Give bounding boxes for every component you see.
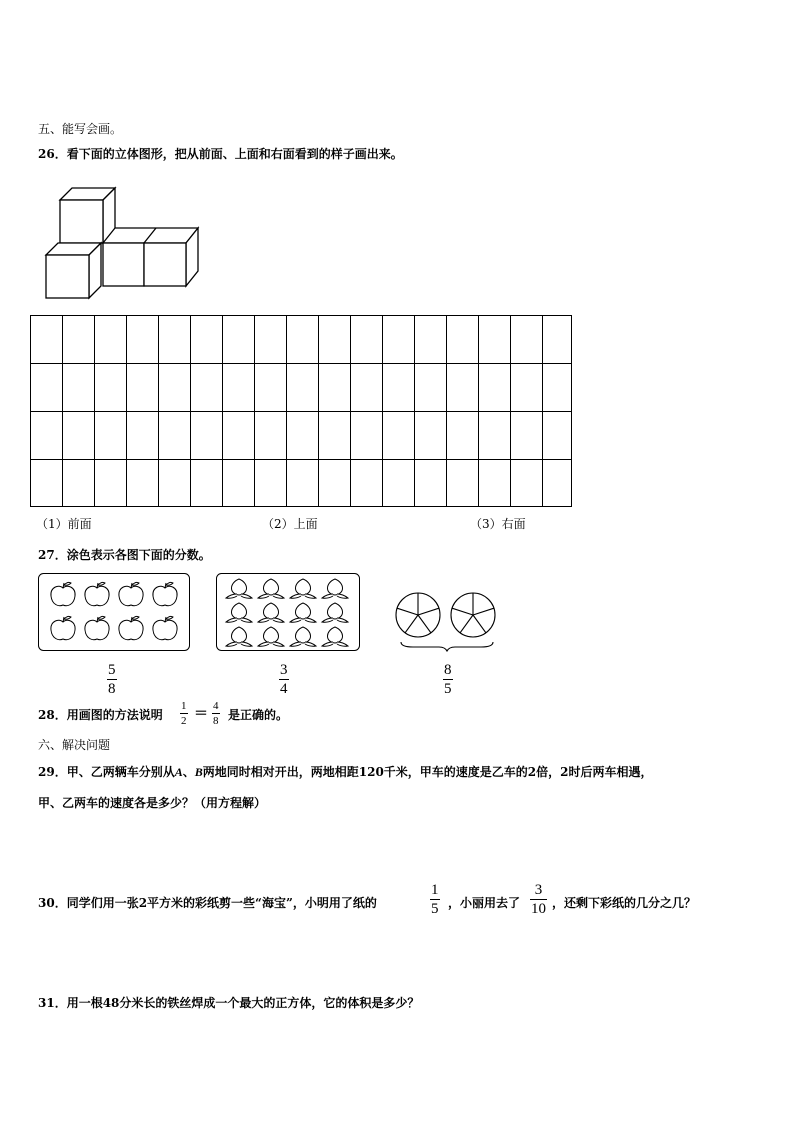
question-29-line-2: 甲、乙两车的速度各是多少？（用方程解） <box>38 796 267 810</box>
fraction-4-8: 4 8 <box>213 700 219 727</box>
point-b: B <box>194 765 203 779</box>
question-29-line-1: 29．甲、乙两辆车分别从A、B两地同时相对开出，两地相距120千米，甲车的速度是乙车的2倍，2时后两车相遇， <box>38 765 653 779</box>
question-27-text: 27．涂色表示各图下面的分数。 <box>38 548 211 562</box>
apple-box <box>38 573 190 651</box>
drawing-grid[interactable] <box>30 315 572 507</box>
point-a: A <box>174 765 183 779</box>
cube-figure <box>40 183 210 303</box>
question-30-end: ，还剩下彩纸的几分之几？ <box>552 896 697 910</box>
fraction-3-10: 3 10 <box>531 882 546 917</box>
question-28-suffix: 是正确的。 <box>228 708 289 722</box>
section-6-title: 六、解决问题 <box>38 738 111 752</box>
section-5-title: 五、能写会画。 <box>38 122 123 136</box>
circle-group <box>393 590 505 652</box>
question-28-text: 28．用画图的方法说明 <box>38 708 163 722</box>
label-front: （1）前面 <box>36 517 92 531</box>
fraction-1-2: 1 2 <box>181 700 187 727</box>
label-right: （3）右面 <box>470 517 526 531</box>
peach-box <box>216 573 360 651</box>
label-top: （2）上面 <box>262 517 318 531</box>
question-31-text: 31．用一根48分米长的铁丝焊成一个最大的正方体，它的体积是多少？ <box>38 996 420 1010</box>
fraction-8-5: 8 5 <box>444 662 452 697</box>
question-26-text: 26．看下面的立体图形，把从前面、上面和右面看到的样子画出来。 <box>38 147 403 161</box>
equals-sign: ＝ <box>194 706 208 722</box>
fraction-5-8: 5 8 <box>108 662 116 697</box>
question-30-text: 30．同学们用一张2平方米的彩纸剪一些“海宝”，小明用了纸的 <box>38 896 377 910</box>
fraction-1-5: 1 5 <box>431 882 439 917</box>
fraction-3-4: 3 4 <box>280 662 288 697</box>
question-30-mid: ，小丽用去了 <box>448 896 521 910</box>
